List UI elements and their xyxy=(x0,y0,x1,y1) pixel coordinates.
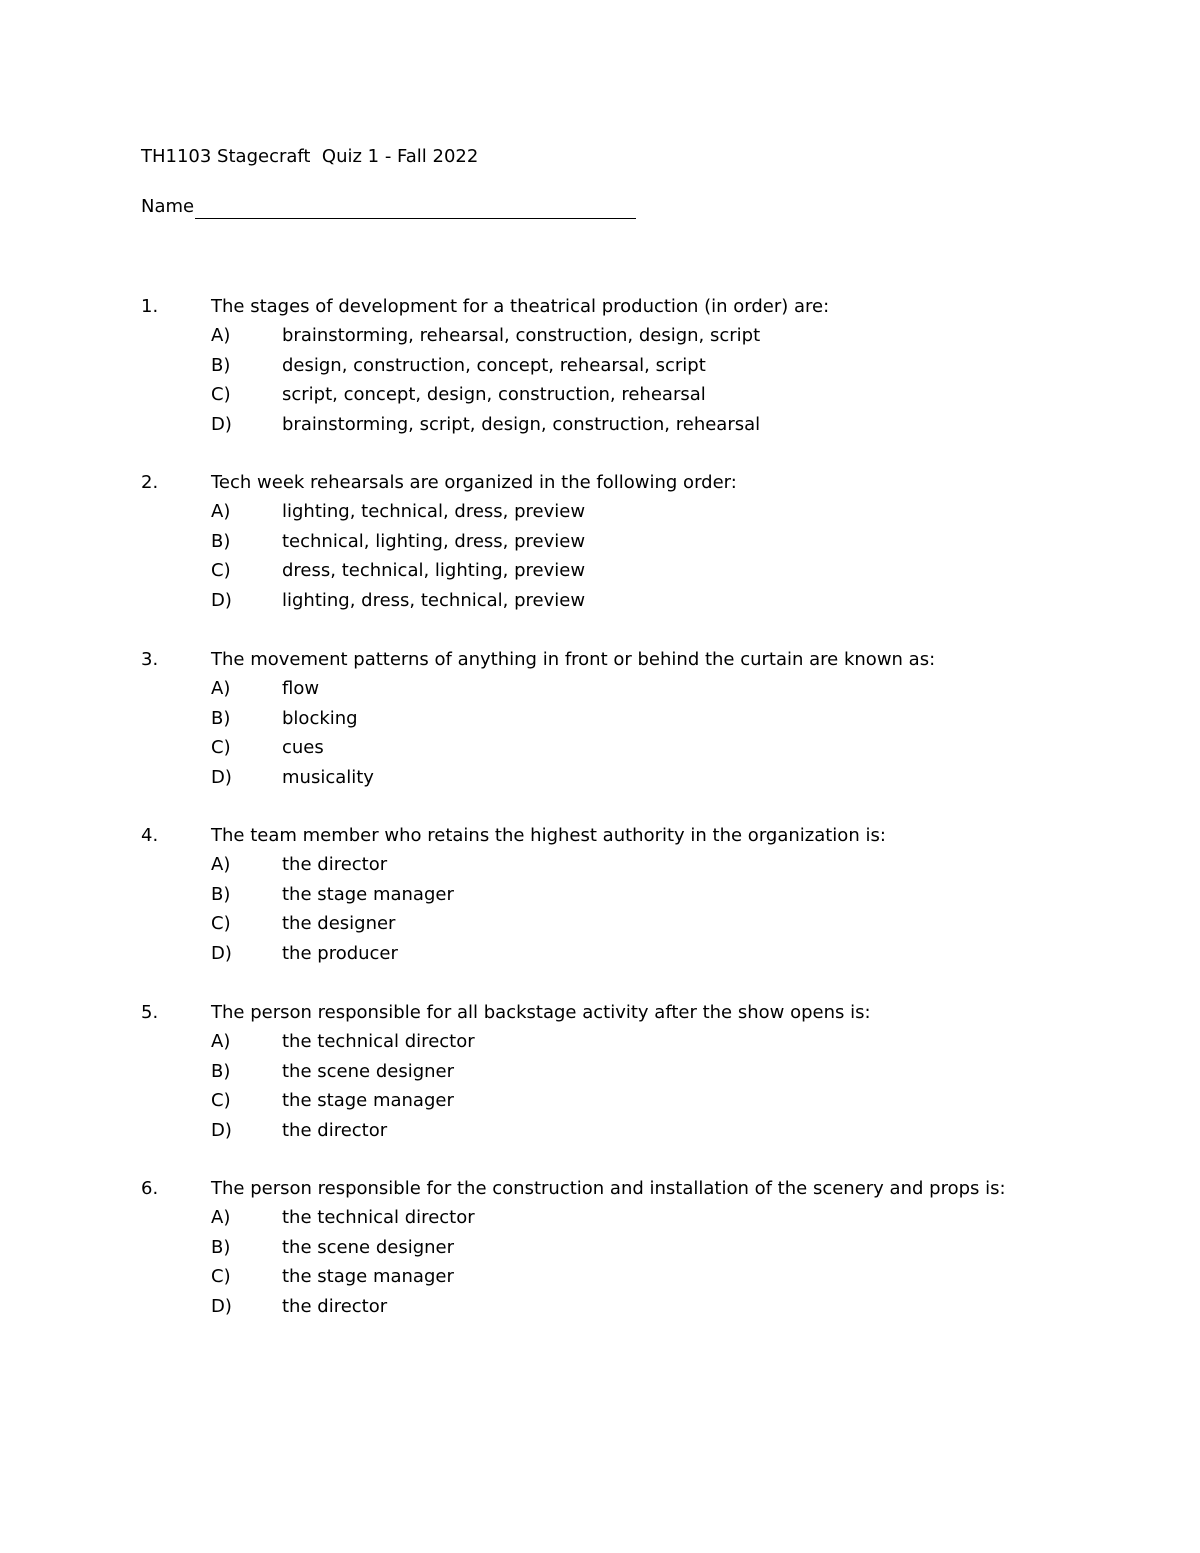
question-4 xyxy=(141,824,1141,971)
option-letter: A) xyxy=(211,854,231,876)
option-text: the stage manager xyxy=(282,1090,454,1112)
question-5 xyxy=(141,1001,1141,1148)
option-letter: C) xyxy=(211,913,231,935)
option-text: script, concept, design, construction, rehearsal xyxy=(282,384,706,406)
question-number: 1. xyxy=(141,296,159,317)
question-text: The team member who retains the highest authority in the organization is: xyxy=(211,825,886,846)
answer-option-b xyxy=(141,1060,1141,1089)
answer-option-a xyxy=(141,500,1141,529)
question-stem xyxy=(141,648,1141,677)
answer-option-b xyxy=(141,1236,1141,1265)
option-text: cues xyxy=(282,737,324,759)
question-stem xyxy=(141,471,1141,500)
quiz-title: TH1103 Stagecraft Quiz 1 - Fall 2022 xyxy=(141,146,479,167)
name-blank-line[interactable] xyxy=(195,199,636,219)
option-text: design, construction, concept, rehearsal, script xyxy=(282,354,706,376)
question-6 xyxy=(141,1177,1141,1324)
option-letter: A) xyxy=(211,1031,231,1053)
question-stem xyxy=(141,824,1141,853)
question-1 xyxy=(141,295,1141,442)
option-text: the stage manager xyxy=(282,1266,454,1288)
option-text: the director xyxy=(282,854,388,876)
question-text: The person responsible for all backstage activity after the show opens is: xyxy=(211,1002,871,1023)
option-text: the director xyxy=(282,1295,388,1317)
option-letter: B) xyxy=(211,883,231,905)
option-text: musicality xyxy=(282,766,374,788)
answer-option-b xyxy=(141,883,1141,912)
option-letter: D) xyxy=(211,1295,232,1317)
answer-option-d xyxy=(141,1295,1141,1324)
option-text: blocking xyxy=(282,707,358,729)
answer-option-c xyxy=(141,736,1141,765)
answer-option-a xyxy=(141,324,1141,353)
answer-option-d xyxy=(141,1119,1141,1148)
name-label: Name xyxy=(141,196,195,217)
answer-option-c xyxy=(141,1265,1141,1294)
answer-option-a xyxy=(141,1030,1141,1059)
answer-option-d xyxy=(141,942,1141,971)
option-letter: B) xyxy=(211,1060,231,1082)
answer-option-d xyxy=(141,589,1141,618)
name-field-row xyxy=(141,195,636,219)
question-text: The movement patterns of anything in front or behind the curtain are known as: xyxy=(211,649,936,670)
option-letter: C) xyxy=(211,1090,231,1112)
question-text: The stages of development for a theatrical production (in order) are: xyxy=(211,296,830,317)
question-text: The person responsible for the construction and installation of the scenery and props is: xyxy=(211,1178,1006,1199)
option-letter: B) xyxy=(211,1236,231,1258)
option-text: the technical director xyxy=(282,1031,475,1053)
option-letter: D) xyxy=(211,413,232,435)
option-letter: A) xyxy=(211,1207,231,1229)
option-letter: C) xyxy=(211,560,231,582)
answer-option-b xyxy=(141,707,1141,736)
option-text: brainstorming, script, design, construction, rehearsal xyxy=(282,413,761,435)
question-number: 5. xyxy=(141,1002,159,1023)
option-text: the scene designer xyxy=(282,1236,455,1258)
option-text: brainstorming, rehearsal, construction, design, script xyxy=(282,325,761,347)
question-stem xyxy=(141,1001,1141,1030)
question-stem xyxy=(141,295,1141,324)
option-letter: D) xyxy=(211,942,232,964)
answer-option-d xyxy=(141,413,1141,442)
option-text: flow xyxy=(282,678,320,700)
option-text: the designer xyxy=(282,913,396,935)
question-number: 2. xyxy=(141,472,159,493)
answer-option-c xyxy=(141,559,1141,588)
option-text: the stage manager xyxy=(282,883,454,905)
option-letter: B) xyxy=(211,354,231,376)
option-letter: D) xyxy=(211,1119,232,1141)
option-text: the scene designer xyxy=(282,1060,455,1082)
question-2 xyxy=(141,471,1141,618)
option-letter: A) xyxy=(211,678,231,700)
option-text: lighting, technical, dress, preview xyxy=(282,501,586,523)
option-text: technical, lighting, dress, preview xyxy=(282,530,586,552)
question-3 xyxy=(141,648,1141,795)
question-number: 6. xyxy=(141,1178,159,1199)
question-number: 4. xyxy=(141,825,159,846)
answer-option-a xyxy=(141,853,1141,882)
option-letter: C) xyxy=(211,1266,231,1288)
option-letter: B) xyxy=(211,530,231,552)
question-number: 3. xyxy=(141,649,159,670)
option-text: the technical director xyxy=(282,1207,475,1229)
option-letter: A) xyxy=(211,325,231,347)
answer-option-c xyxy=(141,1089,1141,1118)
option-letter: B) xyxy=(211,707,231,729)
answer-option-a xyxy=(141,1206,1141,1235)
option-letter: C) xyxy=(211,737,231,759)
answer-option-a xyxy=(141,677,1141,706)
answer-option-c xyxy=(141,912,1141,941)
option-text: the director xyxy=(282,1119,388,1141)
answer-option-b xyxy=(141,530,1141,559)
answer-option-c xyxy=(141,383,1141,412)
option-letter: D) xyxy=(211,766,232,788)
question-text: Tech week rehearsals are organized in the following order: xyxy=(211,472,737,493)
option-letter: D) xyxy=(211,589,232,611)
option-text: the producer xyxy=(282,942,398,964)
option-text: dress, technical, lighting, preview xyxy=(282,560,586,582)
answer-option-d xyxy=(141,766,1141,795)
answer-option-b xyxy=(141,354,1141,383)
option-letter: C) xyxy=(211,384,231,406)
option-text: lighting, dress, technical, preview xyxy=(282,589,586,611)
option-letter: A) xyxy=(211,501,231,523)
question-stem xyxy=(141,1177,1141,1206)
